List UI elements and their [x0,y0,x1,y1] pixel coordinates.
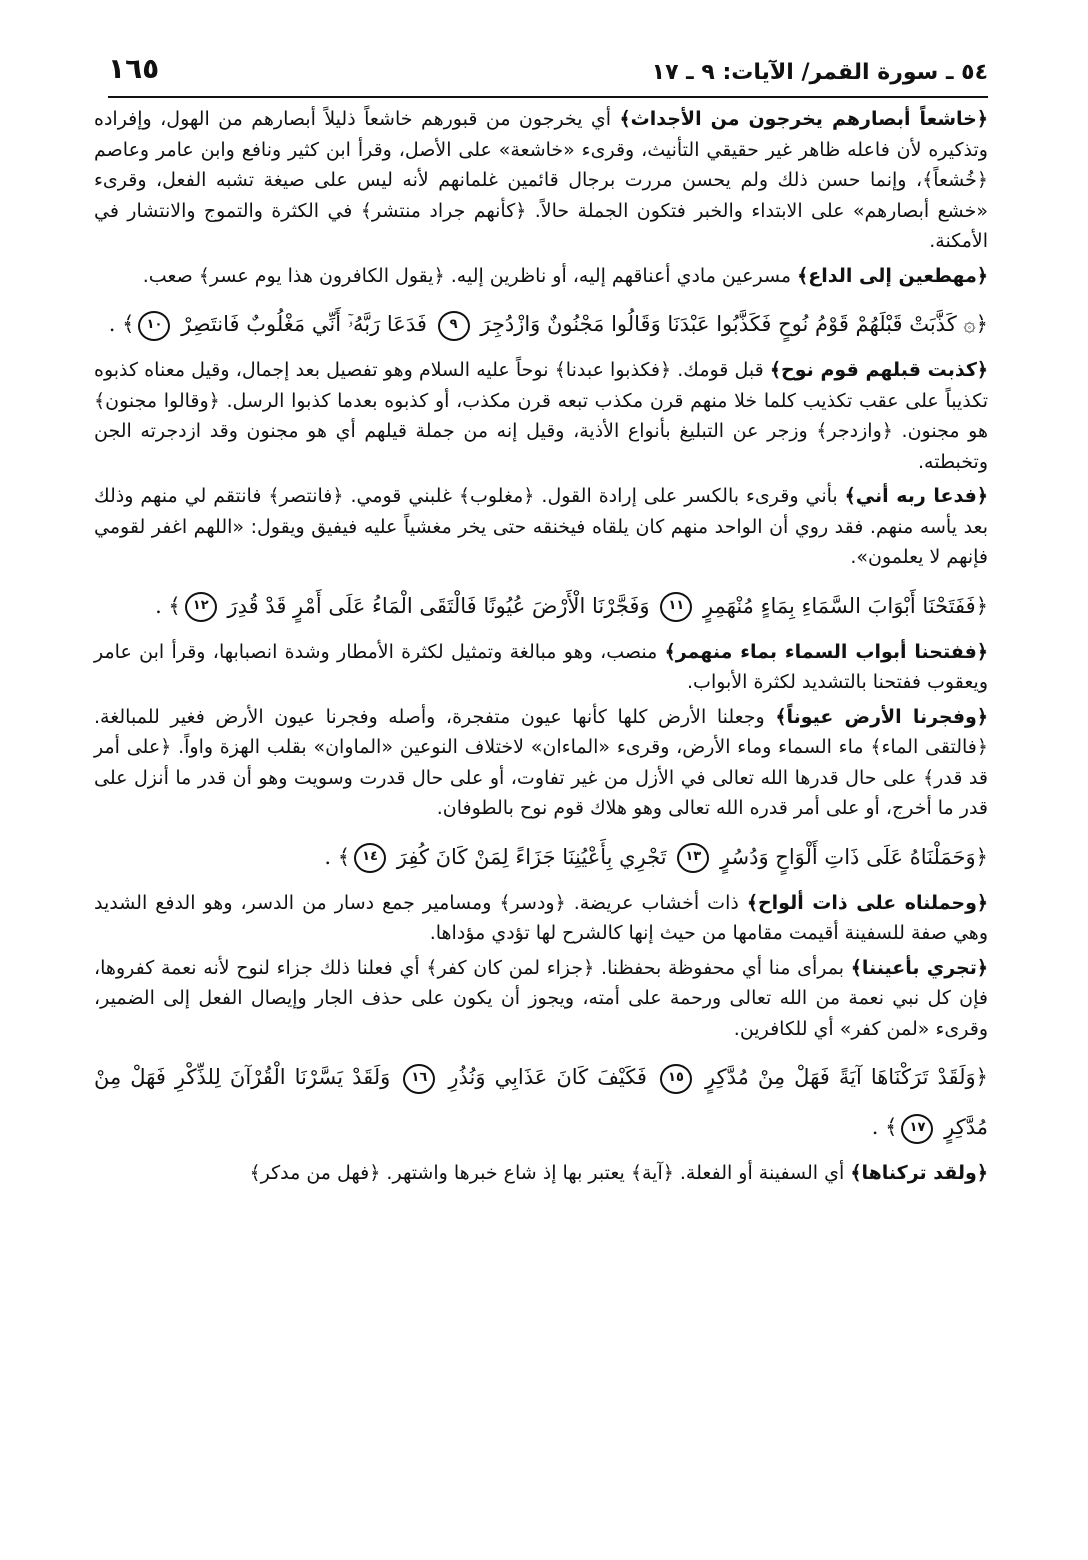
commentary-paragraph: ﴿وفجرنا الأرض عيوناً﴾ وجعلنا الأرض كلها كأنها عيون متفجرة، وأصله وفجرنا عيون الأرض فغير للمبالغة. ﴿فالتقى الماء﴾ ماء السماء وماء الأرض، وقرىء «الماءان» لاختلاف النوعين «الماوان» بقلب الهزة واواً. ﴿على أمر قد قدر﴾ على حال قدرها الله تعالى في الأزل من غير تفاوت، أو على حال قدرت وسويت وهو أن قدر ما أنزل على قدر ما أخرج، أو على أمر قدره الله تعالى وهو هلاك قوم نوح بالطوفان. [94,705,988,819]
page-body [94,104,988,1193]
commentary-paragraph: ﴿فدعا ربه أني﴾ بأني وقرىء بالكسر على إرادة القول. ﴿مغلوب﴾ غلبني قومي. ﴿فانتصر﴾ فانتقم لي منهم وذلك بعد يأسه منهم. فقد روي أن الواحد منهم كان يلقاه فيخنقه حتى يخر مغشياً عليه فيفيق ويقول: «اللهم اغفر لقومي فإنهم لا يعلمون». [94,485,989,568]
verse-number-badge: ١٠ [138,311,170,341]
commentary-paragraph: ﴿مهطعين إلى الداع﴾ مسرعين مادي أعناقهم إليه، أو ناظرين إليه. ﴿يقول الكافرون هذا يوم عسر﴾ صعب. [142,264,988,287]
quran-verse: ﴿فَفَتَحْنَا أَبْوَابَ السَّمَاءِ بِمَاءٍ مُنْهَمِرٍ ١١ وَفَجَّرْنَا الْأَرْضَ عُيُونًا فَالْتَقَى الْمَاءُ عَلَى أَمْرٍ قَدْ قُدِرَ ١٢﴾ . [94,581,988,631]
commentary-paragraph: ﴿وحملناه على ذات ألواح﴾ ذات أخشاب عريضة. ﴿ودسر﴾ ومسامير جمع دسار من الدسر، وهو الدفع الشديد وهي صفة للسفينة أقيمت مقامها من حيث إنها كالشرح لها تؤدي مؤداها. [94,891,989,944]
quran-verse: ﴿وَلَقَدْ تَرَكْنَاهَا آيَةً فَهَلْ مِنْ مُدَّكِرٍ ١٥ فَكَيْفَ كَانَ عَذَابِي وَنُذُرِ ١٦ وَلَقَدْ يَسَّرْنَا الْقُرْآنَ لِلذِّكْرِ فَهَلْ مِنْ مُدَّكِرٍ ١٧﴾ . [94,1052,988,1152]
verse-number-badge: ١١ [660,592,692,622]
running-title: ٥٤ ـ سورة القمر/ الآيات: ٩ ـ ١٧ [651,60,988,85]
verse-number-badge: ١٦ [403,1064,435,1094]
verse-number-badge: ٩ [438,311,470,341]
verse-number-badge: ١٤ [354,843,386,873]
commentary-paragraph: ﴿كذبت قبلهم قوم نوح﴾ قبل قومك. ﴿فكذبوا عبدنا﴾ نوحاً عليه السلام وهو تفصيل بعد إجمال، وقيل معناه كذبوه تكذيباً على عقب تكذيب كلما خلا منهم قرن مكذب تبعه قرن مكذب، أو كذبوه بعدما كذبوا الرسل. ﴿وقالوا مجنون﴾ هو مجنون. ﴿وازدجر﴾ وزجر عن التبليغ بأنواع الأذية، وقيل إنه من جملة قيلهم أي هو مجنون وقد ازدجرته الجن وتخبطته. [94,359,989,473]
verse-number-badge: ١٥ [660,1064,692,1094]
commentary-paragraph: ﴿خاشعاً أبصارهم يخرجون من الأجداث﴾ أي يخرجون من قبورهم خاشعاً ذليلاً أبصارهم من الهول، وإفراده وتذكيره لأن فاعله ظاهر غير حقيقي التأنيث، وقرىء «خاشعة» على الأصل، وقرأ ابن كثير ونافع وابن عامر وعاصم ﴿خُشعاً﴾، وإنما حسن ذلك ولم يحسن مررت برجال قائمين غلمانهم لأنه ليس على صيغة تشبه الفعل، وقرىء «خشع أبصارهم» على الابتداء والخبر فتكون الجملة حالاً. ﴿كأنهم جراد منتشر﴾ في الكثرة والتموج والانتشار في الأمكنة. [94,108,988,252]
quran-verse: ﴿۞ كَذَّبَتْ قَبْلَهُمْ قَوْمُ نُوحٍ فَكَذَّبُوا عَبْدَنَا وَقَالُوا مَجْنُونٌ وَازْدُجِرَ ٩ فَدَعَا رَبَّهُۥٓ أَنِّي مَغْلُوبٌ فَانتَصِرْ ١٠﴾ . [94,299,988,349]
quran-verse: ﴿وَحَمَلْنَاهُ عَلَى ذَاتِ أَلْوَاحٍ وَدُسُرٍ ١٣ تَجْرِي بِأَعْيُنِنَا جَزَاءً لِمَنْ كَانَ كُفِرَ ١٤﴾ . [94,832,988,882]
verse-number-badge: ١٣ [677,843,709,873]
verse-number-badge: ١٢ [185,592,217,622]
verse-number-badge: ١٧ [901,1114,933,1144]
page-number: ١٦٥ [108,52,160,85]
commentary-paragraph: ﴿ففتحنا أبواب السماء بماء منهمر﴾ منصب، وهو مبالغة وتمثيل لكثرة الأمطار وشدة انصبابها، وقرأ ابن عامر ويعقوب ففتحنا بالتشديد لكثرة الأبواب. [94,640,989,693]
commentary-paragraph: ﴿تجري بأعيننا﴾ بمرأى منا أي محفوظة بحفظنا. ﴿جزاء لمن كان كفر﴾ أي فعلنا ذلك جزاء لنوح لأنه نعمة كفروها، فإن كل نبي نعمة من الله تعالى ورحمة على أمته، ويجوز أن يكون على حذف الجار وإيصال الفعل إلى الضمير، وقرىء «لمن كفر» أي للكافرين. [94,956,988,1040]
commentary-paragraph: ﴿ولقد تركناها﴾ أي السفينة أو الفعلة. ﴿آية﴾ يعتبر بها إذ شاع خبرها واشتهر. ﴿فهل من مدكر﴾ [249,1162,988,1184]
page-header [108,52,988,98]
